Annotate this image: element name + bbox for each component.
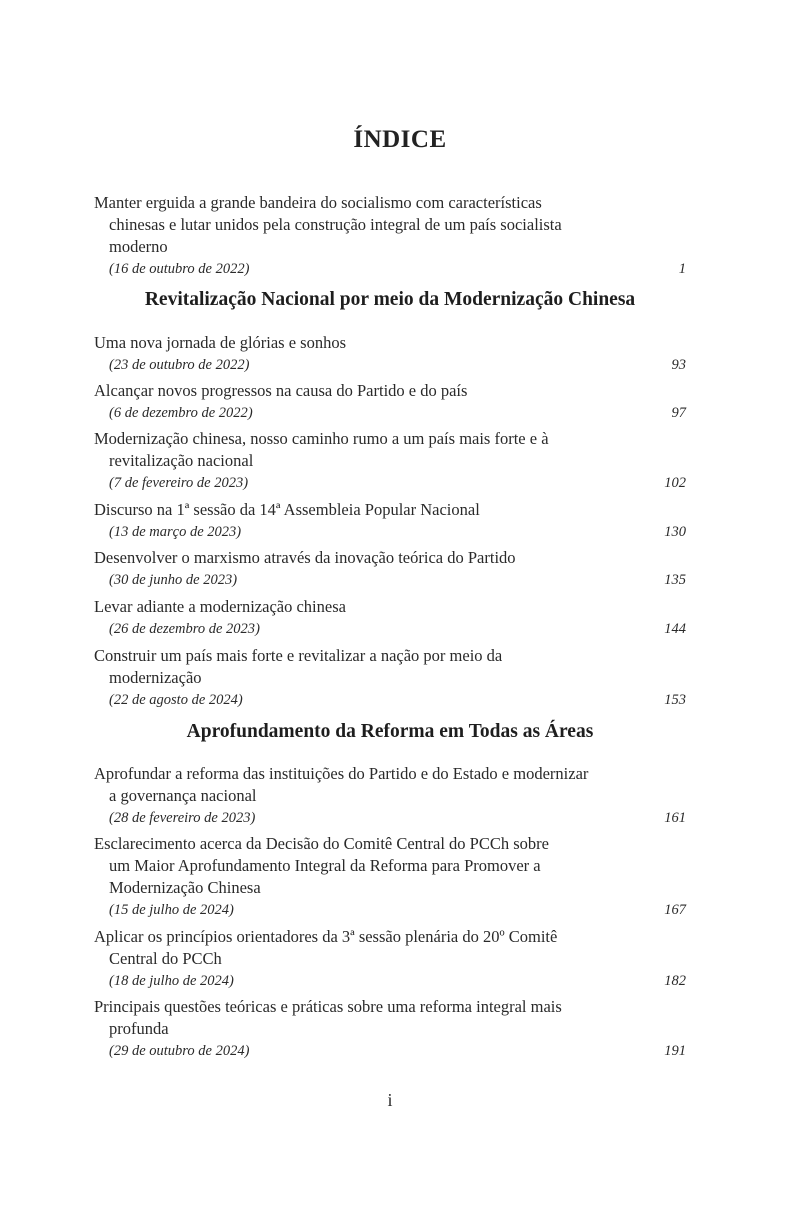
entry-title-line: modernização [109,668,202,687]
toc-entry[interactable] [94,996,686,1062]
entry-date: (13 de março de 2023) [109,524,242,540]
entry-title-line: Manter erguida a grande bandeira do socialismo com características [94,193,542,212]
entry-page-number: 182 [664,973,686,989]
entry-title-line: Desenvolver o marxismo através da inovação teórica do Partido [94,548,516,567]
entry-title-line: chinesas e lutar unidos pela construção integral de um país socialista [109,215,562,234]
entry-title-line: revitalização nacional [109,451,254,470]
entry-date: (16 de outubro de 2022) [109,261,250,277]
entry-page-number: 102 [664,475,686,491]
toc-entry[interactable] [94,645,686,711]
entry-date: (15 de julho de 2024) [109,902,234,918]
section-heading: Revitalização Nacional por meio da Modernização Chinesa [144,289,636,310]
entry-title-line: Central do PCCh [109,949,222,968]
entry-title-line: profunda [109,1019,169,1038]
entry-page-number: 135 [664,572,686,588]
entry-page-number: 191 [664,1043,686,1059]
entry-date: (7 de fevereiro de 2023) [109,475,249,491]
entry-page-number: 130 [664,524,686,540]
entry-date: (29 de outubro de 2024) [109,1043,250,1059]
entry-date: (18 de julho de 2024) [109,973,234,989]
entry-date: (23 de outubro de 2022) [109,357,250,373]
entry-date: (26 de dezembro de 2023) [109,621,260,637]
entry-date: (30 de junho de 2023) [109,572,238,588]
entry-page-number: 97 [671,405,686,421]
entry-title-line: Aplicar os princípios orientadores da 3ª sessão plenária do 20º Comitê [94,927,558,946]
toc-entry[interactable] [94,926,686,992]
page-number-footer: i [387,1090,393,1110]
toc-entry[interactable] [94,380,686,424]
entry-title-line: Construir um país mais forte e revitalizar a nação por meio da [94,646,503,665]
toc-entry[interactable] [94,547,686,591]
entry-title-line: Alcançar novos progressos na causa do Partido e do país [94,381,468,400]
entry-title-line: Uma nova jornada de glórias e sonhos [94,333,347,352]
entry-title-line: Modernização Chinesa [109,878,261,897]
entry-page-number: 1 [678,261,686,277]
entry-date: (28 de fevereiro de 2023) [109,810,256,826]
entry-date: (6 de dezembro de 2022) [109,405,253,421]
toc-entry[interactable] [94,499,686,543]
entry-page-number: 93 [671,357,686,373]
toc-entry[interactable] [94,596,686,640]
entry-title-line: Aprofundar a reforma das instituições do Partido e do Estado e modernizar [94,764,589,783]
toc-entry[interactable] [94,763,686,829]
entry-title-line: moderno [109,237,168,256]
entry-title-line: um Maior Aprofundamento Integral da Reforma para Promover a [109,856,541,875]
toc-entry[interactable] [94,332,686,376]
entry-title-line: Principais questões teóricas e práticas sobre uma reforma integral mais [94,997,562,1016]
entry-date: (22 de agosto de 2024) [109,692,243,708]
entry-title-line: Levar adiante a modernização chinesa [94,597,346,616]
entry-page-number: 161 [664,810,686,826]
entry-page-number: 144 [664,621,686,637]
entry-page-number: 153 [664,692,686,708]
toc-entry[interactable] [94,428,686,494]
entry-page-number: 167 [664,902,686,918]
entry-title-line: Esclarecimento acerca da Decisão do Comitê Central do PCCh sobre [94,834,549,853]
entry-title-line: a governança nacional [109,786,257,805]
entry-title-line: Discurso na 1ª sessão da 14ª Assembleia Popular Nacional [94,500,480,519]
toc-entry-intro[interactable] [94,192,686,280]
page-title: ÍNDICE [353,126,447,153]
toc-entry[interactable] [94,833,686,921]
section-heading: Aprofundamento da Reforma em Todas as Áreas [186,721,594,742]
entry-title-line: Modernização chinesa, nosso caminho rumo a um país mais forte e à [94,429,549,448]
